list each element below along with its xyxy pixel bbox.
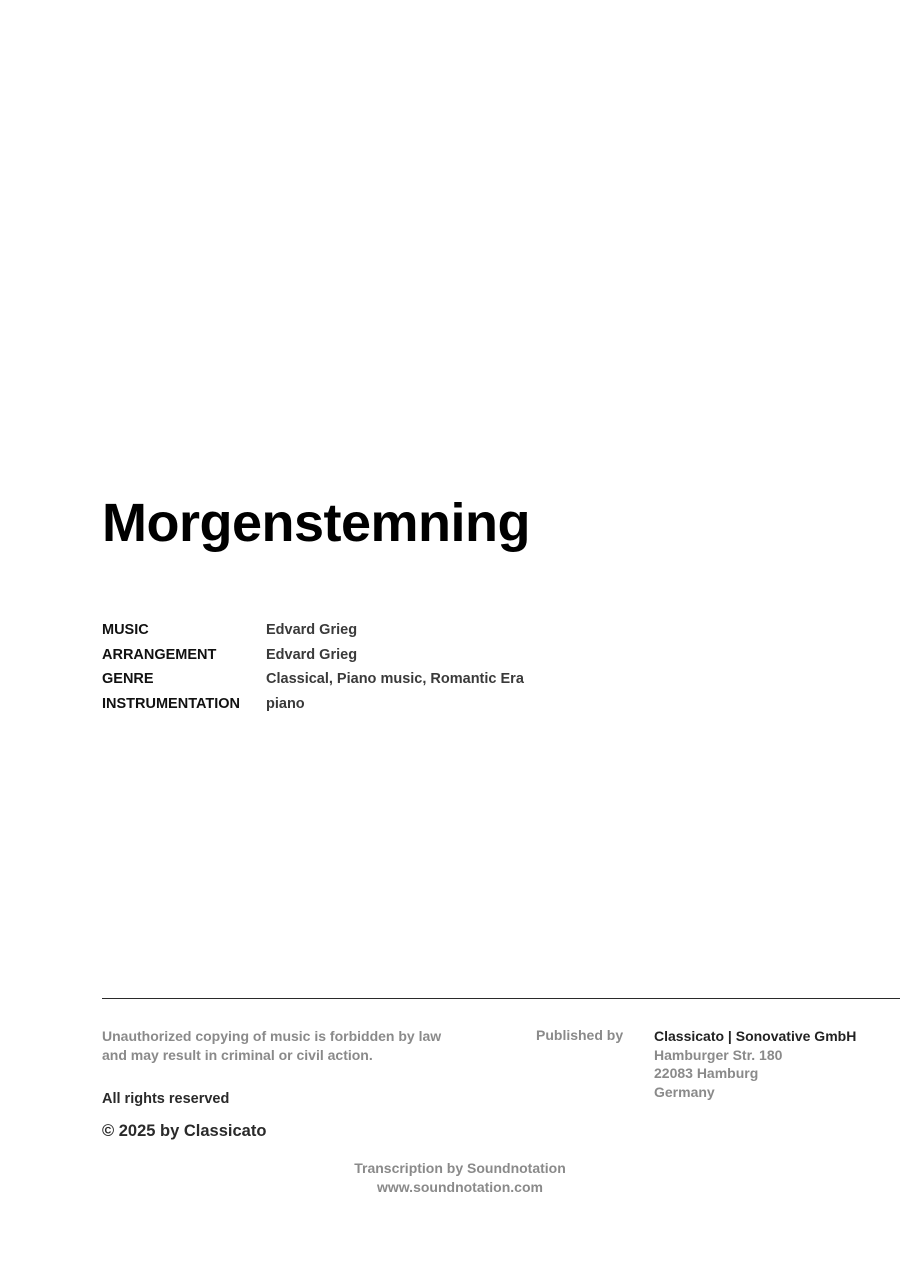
page-title: Morgenstemning (102, 493, 531, 553)
transcription-credit (0, 1159, 900, 1197)
metadata-value: Classical, Piano music, Romantic Era (266, 671, 524, 688)
publisher-street: Hamburger Str. 180 (654, 1046, 783, 1063)
metadata-label: ARRANGEMENT (102, 646, 217, 663)
copyright-notice: © 2025 by Classicato (102, 1122, 267, 1140)
publisher-name: Classicato | Sonovative GmbH (654, 1028, 857, 1044)
metadata-value: Edvard Grieg (266, 622, 358, 639)
publisher-address (654, 1027, 856, 1101)
metadata-label: MUSIC (102, 622, 149, 639)
metadata-row-music (102, 618, 524, 643)
publisher-country: Germany (654, 1083, 715, 1100)
warning-line: and may result in criminal or civil action. (102, 1046, 373, 1063)
metadata-table (102, 618, 524, 716)
metadata-label: GENRE (102, 671, 154, 688)
metadata-value: piano (266, 695, 305, 712)
footer-divider (102, 998, 900, 999)
metadata-row-arrangement (102, 643, 524, 668)
published-by-label: Published by (536, 1027, 624, 1043)
metadata-label: INSTRUMENTATION (102, 695, 241, 712)
metadata-row-genre (102, 667, 524, 692)
metadata-row-instrumentation (102, 692, 524, 717)
transcription-line: Transcription by Soundnotation (354, 1160, 566, 1176)
copying-warning (102, 1027, 462, 1064)
metadata-value: Edvard Grieg (266, 646, 358, 663)
publisher-city: 22083 Hamburg (654, 1065, 759, 1081)
warning-line: Unauthorized copying of music is forbidden by law (102, 1028, 442, 1044)
rights-reserved: All rights reserved (102, 1091, 230, 1107)
transcription-url: www.soundnotation.com (377, 1179, 543, 1195)
